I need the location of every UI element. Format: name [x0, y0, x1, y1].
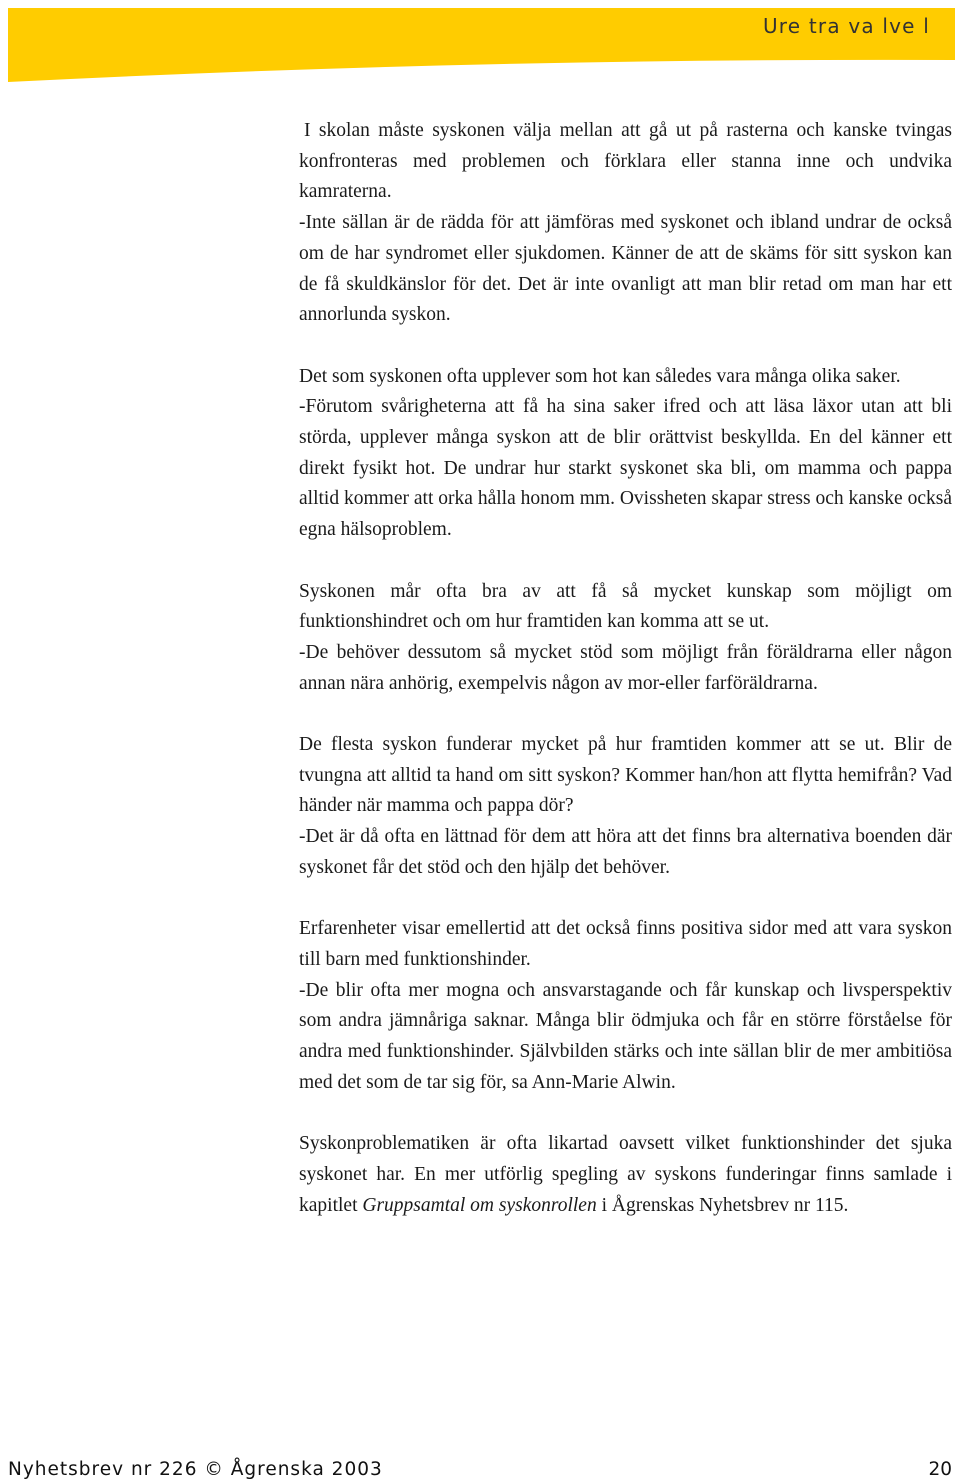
- paragraph: -De behöver dessutom så mycket stöd som möjligt från föräldrarna eller någon annan nära anhörig, exempelvis någon av mor-eller farföräldrarna.: [299, 641, 952, 694]
- paragraph: -Förutom svårigheterna att få ha sina saker ifred och att läsa läxor utan att bli störda, upplever många syskon att de blir orättvist beskyllda. En del känner ett direkt fysikt hot. De undrar hur starkt syskonet ska bli, om mamma och pappa alltid kommer att orka hålla honom mm. Ovissheten skapar stress och kanske också egna hälsoproblem.: [299, 396, 952, 541]
- paragraph: Erfarenheter visar emellertid att det också finns positiva sidor med att vara syskon till barn med funktionshinder.: [299, 918, 952, 970]
- paragraph: Syskonen mår ofta bra av att få så mycket kunskap som möjligt om funktionshindret och om hur framtiden kan komma att se ut.: [299, 580, 952, 633]
- footer-publication: Nyhetsbrev nr 226 © Ågrenska 2003: [8, 1459, 383, 1480]
- paragraph: -Inte sällan är de rädda för att jämföras med syskonet och ibland undrar de också om de har syndromet eller sjukdomen. Känner de att de skäms för sitt syskon kan de få skuldkänslor för det. Det är inte ovanligt att man blir retad om man har ett annorlunda syskon.: [299, 212, 952, 326]
- paragraph-text: i Ågrenskas Nyhetsbrev nr 115.: [596, 1194, 849, 1216]
- paragraph-text: Syskonproblematiken är ofta likartad oavsett vilket funktionshinder det sjuka syskonet har. En mer utförlig spegling av syskons funderingar finns samlade i kapitlet: [299, 1133, 952, 1216]
- paragraph: -De blir ofta mer mogna och ansvarstagande och får kunskap och livsperspektiv som andra jämnåriga saknar. Många blir ödmjuka och får en större förståelse för andra med funktionshinder. Självbilden stärks och inte sällan blir de mer ambitiösa med det som de tar sig för, sa Ann-Marie Alwin.: [299, 979, 952, 1093]
- paragraph: -Det är då ofta en lättnad för dem att höra att det finns bra alternativa boenden där syskonet får det stöd och den hjälp det behöver.: [299, 826, 952, 878]
- paragraph-last: [299, 1129, 952, 1221]
- article-body: [299, 116, 952, 1221]
- header-banner: [0, 0, 960, 90]
- header-title: Ure tra va lve l: [762, 14, 930, 38]
- page-number: 20: [928, 1459, 952, 1480]
- paragraph: I skolan måste syskonen välja mellan att gå ut på rasterna och kanske tvingas konfronteras med problemen och förklara eller stanna inne och undvika kamraterna.: [299, 120, 952, 203]
- paragraph: De flesta syskon funderar mycket på hur framtiden kommer att se ut. Blir de tvungna att alltid ta hand om sitt syskon? Kommer han/hon att flytta hemifrån? Vad händer när mamma och pappa dör?: [299, 734, 952, 817]
- chapter-title: Gruppsamtal om syskonrollen: [362, 1194, 597, 1216]
- paragraph: Det som syskonen ofta upplever som hot kan således vara många olika saker.: [299, 365, 901, 387]
